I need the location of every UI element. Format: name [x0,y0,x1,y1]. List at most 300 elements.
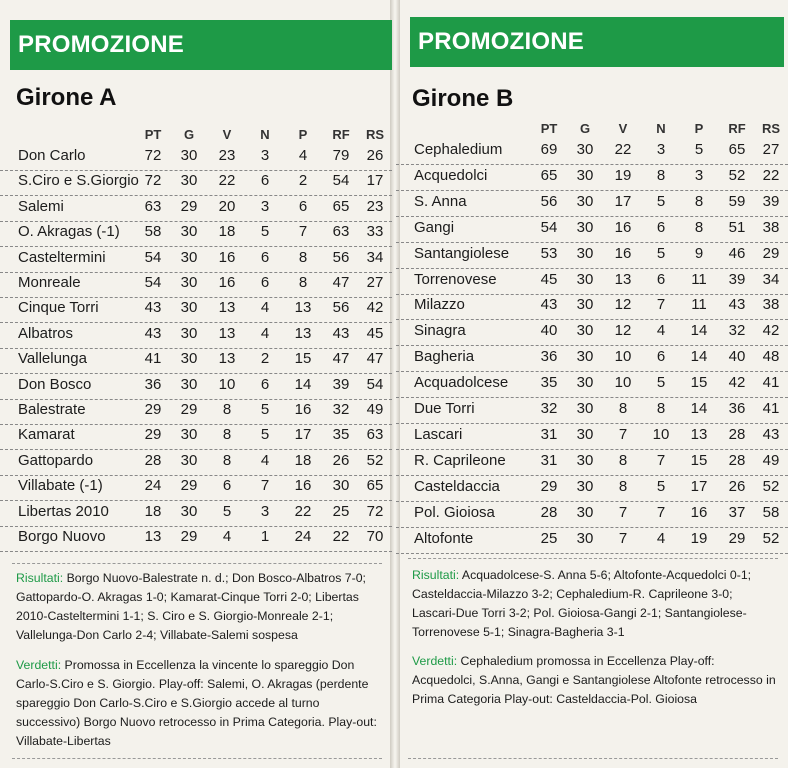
stat-cell: 30 [576,374,594,392]
stat-cell: 69 [540,141,558,158]
stat-cell: 13 [144,528,162,545]
stat-cell: 11 [691,270,707,288]
stat-cell: 56 [332,299,350,317]
stat-cell: 51 [728,218,746,236]
stat-cell: 52 [762,529,780,547]
stat-cell: 5 [260,401,270,418]
stat-cell: 30 [576,244,594,262]
stat-cell: 25 [540,529,558,547]
team-name: Villabate (-1) [18,477,103,495]
stat-cell: 31 [540,425,558,443]
stat-cell: 18 [218,223,236,241]
stat-cell: 6 [260,248,270,266]
stat-cell: 38 [762,296,780,314]
stat-cell: 8 [656,400,666,417]
stat-cell: 16 [294,401,312,418]
stat-cell: 54 [144,274,162,291]
stat-cell: 13 [294,299,312,317]
table-row [0,347,392,374]
verdicts-paragraph [412,652,778,709]
stat-cell: 26 [366,147,384,164]
stat-cell: 30 [576,529,594,547]
column-girone-a [0,0,392,768]
stat-cell: 22 [218,172,236,190]
stat-cell: 48 [762,348,780,366]
stat-cell: 43 [762,425,780,443]
stat-cell: 40 [540,322,558,340]
stat-cell: 30 [576,192,594,210]
column-header: RF [728,121,746,136]
team-name: Sinagra [414,322,466,340]
results-text: Borgo Nuovo-Balestrate n. d.; Don Bosco-Albatros 7-0; Gattopardo-O. Akragas 1-0; Kamarat-Cinque Torri 2-0; Libertas 2010-Casteltermini 1-1; S. Ciro e S. Giorgio-Monreale 2-1; Vallelunga-Don Carlo 2-4; Villabate-Salemi sospesa [16,571,366,642]
results-label: Risultati: [412,568,460,582]
stat-cell: 28 [144,451,162,469]
team-name: S. Anna [414,192,467,210]
stat-cell: 30 [180,299,198,317]
stat-cell: 30 [576,270,594,288]
stat-cell: 30 [332,477,350,495]
stat-cell: 41 [762,374,780,392]
stat-cell: 14 [690,400,708,417]
stat-cell: 13 [218,324,236,342]
table-row [396,242,788,269]
stat-cell: 17 [294,426,312,444]
stat-cell: 23 [366,197,384,215]
team-name: Due Torri [414,400,475,417]
stat-cell: 10 [218,375,236,393]
stat-cell: 17 [614,192,632,210]
stat-cell: 4 [260,324,270,342]
stat-cell: 3 [260,502,270,520]
team-name: Gattopardo [18,451,94,469]
table-row [396,319,788,346]
stat-cell: 3 [656,141,666,158]
divider [408,558,778,559]
stat-cell: 65 [332,197,350,215]
stat-cell: 58 [762,503,780,521]
stat-cell: 43 [144,324,162,342]
column-header: N [656,121,666,136]
stat-cell: 32 [728,322,746,340]
verdicts-block [16,656,382,751]
stat-cell: 7 [618,503,628,521]
stat-cell: 7 [618,529,628,547]
stat-cell: 29 [728,529,746,547]
verdicts-label: Verdetti: [16,658,62,672]
team-name: Casteltermini [18,248,106,266]
stat-cell: 29 [180,477,198,495]
stat-cell: 22 [614,141,632,158]
stat-cell: 28 [540,503,558,521]
table-row [396,397,788,424]
stat-cell: 23 [218,147,236,164]
column-header: RS [365,127,385,142]
stat-cell: 54 [332,172,350,190]
stat-cell: 30 [180,350,198,368]
divider [12,758,382,759]
stat-cell: 29 [180,528,198,545]
team-name: Milazzo [414,296,465,314]
stat-cell: 52 [762,477,780,495]
stat-cell: 15 [690,451,708,469]
table-row [0,169,392,196]
stat-cell: 46 [728,244,746,262]
stat-cell: 12 [614,296,632,314]
stat-cell: 30 [180,274,198,291]
stat-cell: 7 [656,451,666,469]
stat-cell: 43 [728,296,746,314]
stat-cell: 3 [694,166,704,184]
stat-cell: 30 [576,503,594,521]
stat-cell: 10 [652,425,670,443]
stat-cell: 30 [180,248,198,266]
team-name: Pol. Gioiosa [414,503,495,521]
results-block [412,566,778,642]
stat-cell: 5 [656,244,666,262]
stat-cell: 29 [180,197,198,215]
stat-cell: 29 [144,401,162,418]
stat-cell: 35 [540,374,558,392]
team-name: Altofonte [414,529,474,547]
stat-cell: 30 [576,425,594,443]
stat-cell: 42 [366,299,384,317]
stat-cell: 4 [656,322,666,340]
column-header: N [260,127,270,142]
stat-cell: 29 [144,426,162,444]
stat-cell: 22 [294,502,312,520]
stat-cell: 30 [576,296,594,314]
team-name: Albatros [18,324,74,342]
team-name: Cephaledium [414,141,503,158]
stat-cell: 8 [618,451,628,469]
section-banner: PROMOZIONE [410,17,784,67]
table-row [396,371,788,398]
stat-cell: 7 [298,223,308,241]
stat-cell: 13 [294,324,312,342]
team-name: Cinque Torri [18,299,99,317]
verdicts-text: Promossa in Eccellenza la vincente lo spareggio Don Carlo-S.Ciro e S. Giorgio. Play-off: Salemi, O. Akragas (perdente spareggio Don Carlo-S.Ciro e S.Giorgio accede al turno successivo) Borgo Nuovo retrocesso in Prima Categoria. Play-out: Villabate-Libertas [16,658,377,748]
stat-cell: 16 [614,218,632,236]
stat-cell: 47 [366,350,384,368]
stat-cell: 32 [332,401,350,418]
table-row [0,144,392,171]
stat-cell: 30 [576,218,594,236]
stat-cell: 16 [614,244,632,262]
stat-cell: 16 [294,477,312,495]
results-paragraph [412,566,778,642]
stat-cell: 7 [260,477,270,495]
stat-cell: 58 [144,223,162,241]
stat-cell: 56 [332,248,350,266]
stat-cell: 72 [366,502,384,520]
table-row [396,293,788,320]
stat-cell: 79 [332,147,350,164]
stat-cell: 18 [294,451,312,469]
table-row [0,398,392,425]
team-name: Acquadolcese [414,374,509,392]
results-paragraph [16,569,382,645]
team-name: O. Akragas (-1) [18,223,120,241]
stat-cell: 4 [222,528,232,545]
stat-cell: 30 [180,451,198,469]
team-name: Libertas 2010 [18,502,109,520]
results-label: Risultati: [16,571,64,585]
table-row [396,216,788,243]
table-row [0,271,392,298]
team-name: Gangi [414,218,455,236]
stat-cell: 65 [366,477,384,495]
team-name: Kamarat [18,426,75,444]
team-name: Lascari [414,425,463,443]
stat-cell: 54 [144,248,162,266]
table-row [0,322,392,349]
stat-cell: 40 [728,348,746,366]
stat-cell: 6 [222,477,232,495]
table-row [0,296,392,323]
stat-cell: 27 [762,141,780,158]
stat-cell: 7 [656,503,666,521]
stat-cell: 53 [540,244,558,262]
stat-cell: 5 [656,374,666,392]
stat-cell: 4 [260,299,270,317]
stat-cell: 7 [656,296,666,314]
stat-cell: 9 [694,244,704,262]
column-header: V [222,127,232,142]
stat-cell: 56 [540,192,558,210]
stat-cell: 39 [762,192,780,210]
stat-cell: 43 [332,324,350,342]
team-name: Acquedolci [414,166,488,184]
results-block [16,569,382,645]
stat-cell: 6 [656,218,666,236]
stat-cell: 54 [540,218,558,236]
verdicts-label: Verdetti: [412,654,458,668]
stat-cell: 30 [180,375,198,393]
stat-cell: 30 [180,324,198,342]
stat-cell: 17 [690,477,708,495]
stat-cell: 5 [260,223,270,241]
stat-cell: 14 [690,348,708,366]
stat-cell: 26 [728,477,746,495]
stat-cell: 4 [656,529,666,547]
stat-cell: 4 [260,451,270,469]
stat-cell: 6 [260,172,270,190]
table-row [396,345,788,372]
stat-cell: 34 [762,270,780,288]
stat-cell: 39 [728,270,746,288]
stat-cell: 1 [260,528,270,545]
team-name: S.Ciro e S.Giorgio [18,172,139,190]
table-row [0,449,392,476]
stat-cell: 63 [366,426,384,444]
stat-cell: 38 [762,218,780,236]
team-name: Vallelunga [18,350,87,368]
stat-cell: 72 [144,172,162,190]
stat-cell: 17 [366,172,384,190]
stat-cell: 30 [576,322,594,340]
stat-cell: 54 [366,375,384,393]
results-text: Acquadolcese-S. Anna 5-6; Altofonte-Acquedolci 0-1; Casteldaccia-Milazzo 3-2; Cephaledium-R. Caprileone 3-0; Lascari-Due Torri 3-2; Pol. Gioiosa-Gangi 2-1; Santangiolese-Torrenovese 5-1; Sinagra-Bagheria 3-1 [412,568,752,639]
column-header: G [579,121,591,136]
team-name: Santangiolese [414,244,510,262]
table-row [396,501,788,528]
stat-cell: 41 [762,400,780,417]
section-banner: PROMOZIONE [10,20,392,70]
column-header: PT [540,121,558,136]
team-name: Borgo Nuovo [18,528,106,545]
stat-cell: 30 [180,426,198,444]
team-name: Don Bosco [18,375,92,393]
stat-cell: 10 [614,374,632,392]
team-name: Salemi [18,197,64,215]
stat-cell: 19 [614,166,632,184]
team-name: Don Carlo [18,147,86,164]
stat-cell: 28 [728,451,746,469]
stat-cell: 36 [540,348,558,366]
stat-cell: 6 [656,348,666,366]
stat-cell: 24 [144,477,162,495]
stat-cell: 2 [260,350,270,368]
column-header: V [618,121,628,136]
stat-cell: 52 [728,166,746,184]
column-header: RS [761,121,781,136]
stat-cell: 63 [332,223,350,241]
stat-cell: 30 [576,141,594,158]
table-row [396,423,788,450]
stat-cell: 12 [614,322,632,340]
stat-cell: 29 [762,244,780,262]
stat-cell: 45 [366,324,384,342]
verdicts-text: Cephaledium promossa in Eccellenza Play-off: Acquedolci, S.Anna, Gangi e Santangiolese Altofonte retrocesso in Prima Categoria Play-out: Casteldaccia-Pol. Gioiosa [412,654,776,706]
team-name: Balestrate [18,401,86,418]
table-row [396,527,788,554]
table-row [396,138,788,165]
stat-cell: 30 [576,477,594,495]
column-header: P [298,127,308,142]
stat-cell: 22 [762,166,780,184]
stat-cell: 8 [222,451,232,469]
team-name: Monreale [18,274,81,291]
divider [408,758,778,759]
table-row [396,449,788,476]
group-title: Girone B [412,85,514,112]
stat-cell: 14 [690,322,708,340]
stat-cell: 43 [144,299,162,317]
stat-cell: 8 [618,400,628,417]
stat-cell: 39 [332,375,350,393]
table-row [0,195,392,222]
stat-cell: 30 [180,172,198,190]
stat-cell: 27 [366,274,384,291]
stat-cell: 63 [144,197,162,215]
team-name: R. Caprileone [414,451,506,469]
stat-cell: 33 [366,223,384,241]
stat-cell: 6 [298,197,308,215]
table-row [0,500,392,527]
stat-cell: 47 [332,350,350,368]
stat-cell: 41 [144,350,162,368]
stat-cell: 52 [366,451,384,469]
stat-cell: 8 [298,274,308,291]
stat-cell: 65 [540,166,558,184]
stat-cell: 6 [260,375,270,393]
stat-cell: 49 [762,451,780,469]
stat-cell: 8 [694,218,704,236]
stat-cell: 31 [540,451,558,469]
stat-cell: 5 [260,426,270,444]
column-header: RF [332,127,350,142]
stat-cell: 30 [576,348,594,366]
stat-cell: 13 [218,299,236,317]
stat-cell: 29 [540,477,558,495]
stat-cell: 59 [728,192,746,210]
stat-cell: 6 [260,274,270,291]
table-row [0,220,392,247]
stat-cell: 18 [144,502,162,520]
stat-cell: 30 [576,400,594,417]
stat-cell: 49 [366,401,384,418]
stat-cell: 29 [180,401,198,418]
stat-cell: 32 [540,400,558,417]
group-title: Girone A [16,84,117,111]
stat-cell: 4 [298,147,308,164]
stat-cell: 3 [260,197,270,215]
stat-cell: 16 [218,274,236,291]
stat-cell: 36 [144,375,162,393]
team-name: Casteldaccia [414,477,500,495]
stat-cell: 5 [222,502,232,520]
stat-cell: 8 [656,166,666,184]
stat-cell: 10 [614,348,632,366]
stat-cell: 65 [728,141,746,158]
column-header: P [694,121,704,136]
stat-cell: 26 [332,451,350,469]
stat-cell: 13 [614,270,632,288]
stat-cell: 30 [180,502,198,520]
stat-cell: 5 [656,192,666,210]
stat-cell: 8 [222,426,232,444]
table-row [396,190,788,217]
stat-cell: 30 [180,223,198,241]
stat-cell: 14 [294,375,312,393]
stat-cell: 16 [690,503,708,521]
column-header: G [183,127,195,142]
stat-cell: 43 [540,296,558,314]
stat-cell: 6 [656,270,666,288]
stat-cell: 13 [218,350,236,368]
stat-cell: 19 [690,529,708,547]
column-girone-b [396,0,788,768]
stat-cell: 45 [540,270,558,288]
stat-cell: 8 [618,477,628,495]
table-row [396,268,788,295]
stat-cell: 8 [222,401,232,418]
table-row [0,423,392,450]
stat-cell: 13 [690,425,708,443]
stat-cell: 8 [694,192,704,210]
stat-cell: 28 [728,425,746,443]
stat-cell: 15 [690,374,708,392]
stat-cell: 37 [728,503,746,521]
stat-cell: 22 [332,528,350,545]
stat-cell: 47 [332,274,350,291]
stat-cell: 35 [332,426,350,444]
stat-cell: 24 [294,528,312,545]
stat-cell: 30 [576,451,594,469]
stat-cell: 20 [218,197,236,215]
stat-cell: 16 [218,248,236,266]
stat-cell: 30 [180,147,198,164]
